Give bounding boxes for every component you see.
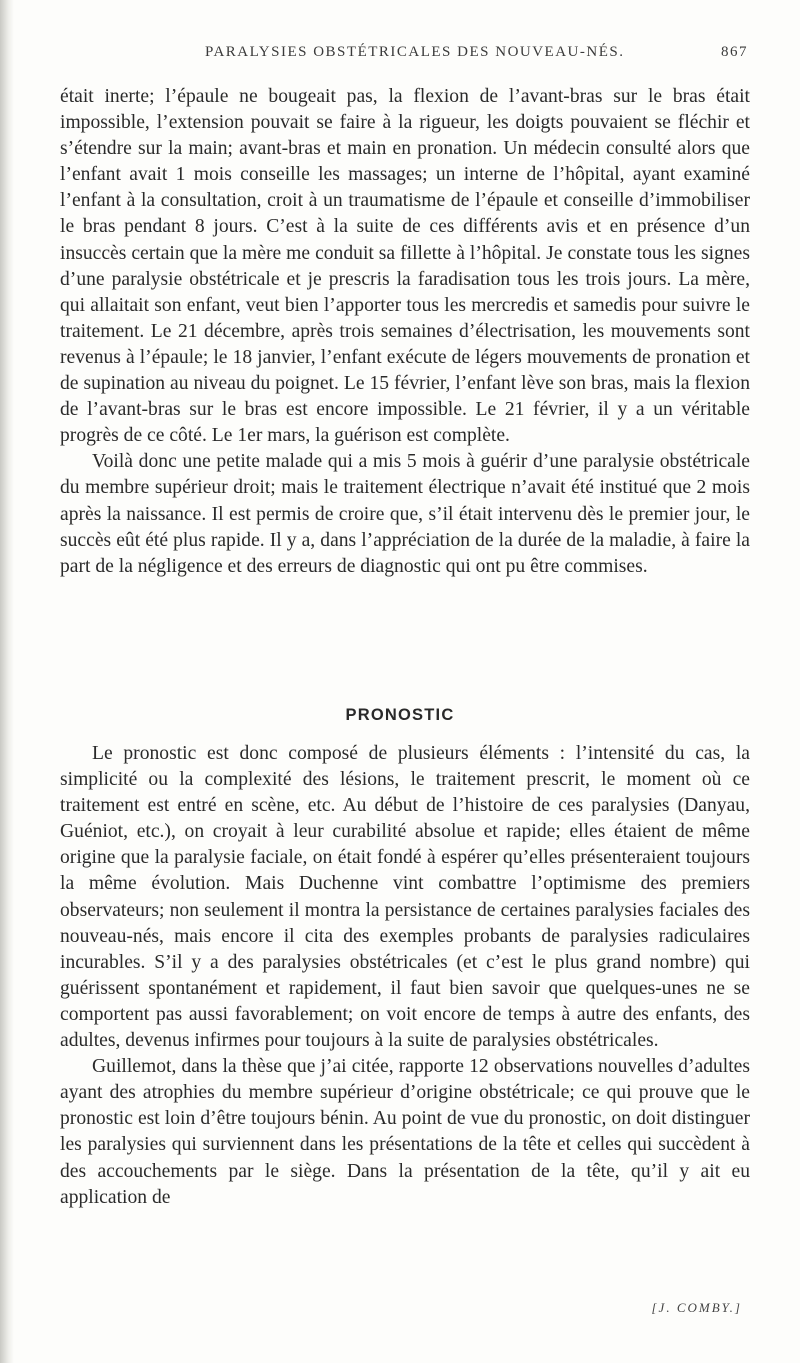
running-head bbox=[60, 44, 748, 68]
running-title: PARALYSIES OBSTÉTRICALES DES NOUVEAU-NÉS. bbox=[205, 44, 625, 60]
paragraph-case-report: était inerte; l’épaule ne bougeait pas, la flexion de l’avant-bras sur le bras était impossible, l’extension pouvait se faire à la rigueur, les doigts pouvaient se fléchir et s’étendre sur la main; avant-bras et main en pronation. Un médecin consulté alors que l’enfant avait 1 mois conseille les massages; un interne de l’hôpital, ayant examiné l’enfant à la consultation, croit à un traumatisme de l’épaule et conseille d’immobiliser le bras pendant 8 jours. C’est à la suite de ces différents avis et en présence d’un insuccès certain que la mère me conduit sa fillette à l’hôpital. Je constate tous les signes d’une paralysie obstétricale et je prescris la faradisation tous les trois jours. La mère, qui allaitait son enfant, veut bien l’apporter tous les mercredis et samedis pour suivre le traitement. Le 21 décembre, après trois semaines d’électrisation, les mouvements sont revenus à l’épaule; le 18 janvier, l’enfant exécute de légers mouvements de pronation et de supination au niveau du poignet. Le 15 février, l’enfant lève son bras, mais la flexion de l’avant-bras sur le bras est encore impossible. Le 21 février, il y a un véritable progrès de ce côté. Le 1er mars, la guérison est complète. bbox=[60, 86, 750, 447]
paragraph-pronostic-intro: Le pronostic est donc composé de plusieurs éléments : l’intensité du cas, la simplicité ou la complexité des lésions, le traitement prescrit, le moment où ce traitement est entré en scène, etc. Au début de l’histoire de ces paralysies (Danyau, Guéniot, etc.), on croyait à leur curabilité absolue et rapide; elles étaient de même origine que la paralysie faciale, on était fondé à espérer qu’elles présenteraient toujours la même évolution. Mais Duchenne vint combattre l’optimisme des premiers observateurs; non seulement il montra la persistance de certaines paralysies faciales des nouveau-nés, mais encore il cita des exemples probants de paralysies radiculaires incurables. S’il y a des paralysies obstétricales (et c’est le plus grand nombre) qui guérissent spontanément et rapidement, il faut bien savoir que quelques-unes ne se comportent pas aussi favorablement; on voit encore de temps à autre des enfants, des adultes, devenus infirmes pour toujours à la suite de paralysies obstétricales. bbox=[60, 743, 750, 1052]
spine-shadow bbox=[0, 0, 14, 1363]
section-heading-pronostic: PRONOSTIC bbox=[345, 706, 455, 724]
paragraph-pronostic-guillemot: Guillemot, dans la thèse que j’ai citée, rapporte 12 observations nouvelles d’adultes ayant des atrophies du membre supérieur d’origine obstétricale; ce qui prouve que le pronostic est loin d’être toujours bénin. Au point de vue du pronostic, on doit distinguer les paralysies qui surviennent dans les présentations de la tête et celles qui succèdent à des accouchements par le siège. Dans la présentation de la tête, qu’il y ait eu application de bbox=[60, 1056, 750, 1208]
page-number: 867 bbox=[721, 44, 748, 60]
body-text-top bbox=[60, 84, 750, 580]
body-text-pronostic bbox=[60, 741, 750, 1211]
printer-signature-mark: [J. COMBY.] bbox=[651, 1300, 742, 1315]
paragraph-case-summary: Voilà donc une petite malade qui a mis 5 mois à guérir d’une paralysie obstétricale du membre supérieur droit; mais le traitement électrique n’avait été institué que 2 mois après la naissance. Il est permis de croire que, s’il était intervenu dès le premier jour, le succès eût été plus rapide. Il y a, dans l’appréciation de la durée de la maladie, à faire la part de la négligence et des erreurs de diagnostic qui ont pu être commises. bbox=[60, 451, 750, 577]
